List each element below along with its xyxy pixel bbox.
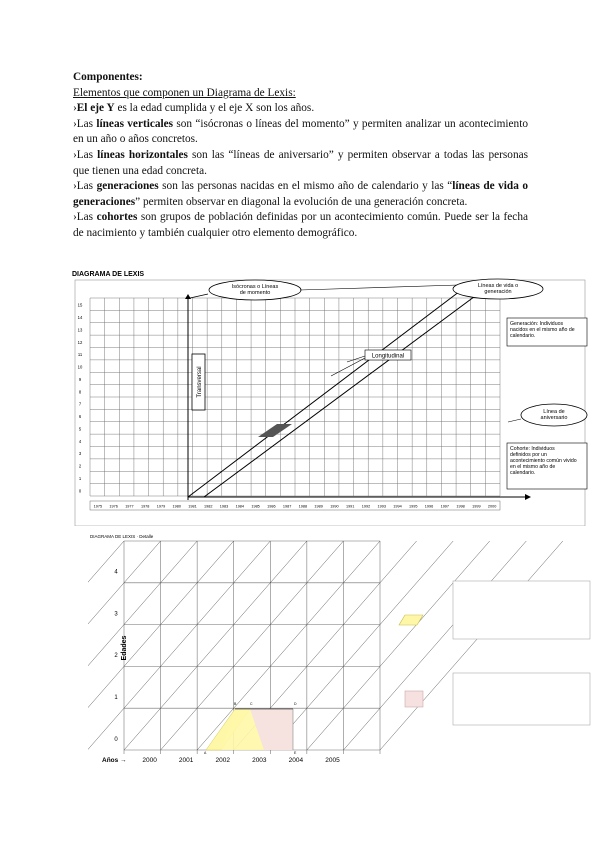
lexis-diagram-figure [70, 268, 592, 526]
x-tick-label: 1994 [393, 504, 402, 509]
callout-aniversario-text: Línea de aniversario [540, 409, 568, 421]
y-tick-label: 8 [78, 389, 82, 395]
x-tick-label: 1975 [93, 504, 103, 509]
x-tick-label: 1990 [330, 504, 339, 509]
y-tick-label: 5 [78, 426, 82, 432]
legend-pink-swatch [405, 691, 423, 707]
y-tick-label: 1 [114, 695, 118, 702]
x-tick-label: 1979 [156, 504, 166, 509]
x-tick-label: 1987 [282, 504, 292, 509]
callout-lineas-vida-text: Líneas de vida o generación [477, 283, 519, 295]
note-generacion: Generación: Individuos nacidos en el mismo año de calendario. [510, 321, 575, 339]
x-tick-label: 1978 [140, 504, 150, 509]
note-abdc-box [453, 581, 590, 639]
item-cohortes: ›Las cohortes son grupos de población definidas por un acontecimiento común. Puede ser la fecha de nacimiento y también cualquier otro elemento demográfico. [73, 211, 528, 239]
x-tick-label: 2001 [178, 757, 194, 764]
y-tick-label: 14 [77, 315, 83, 321]
legend-yellow-swatch [399, 615, 423, 625]
y-tick-label: 1 [78, 475, 82, 481]
y-tick-label: 12 [77, 339, 83, 345]
x-tick-label: 1984 [235, 504, 245, 509]
callout-isocronas-text: Isócronas o Líneas de momento [231, 284, 279, 296]
y-tick-label: 6 [78, 414, 82, 420]
x-tick-label: 1993 [377, 504, 386, 509]
x-tick-label: 1999 [472, 504, 481, 509]
point-label: E [294, 751, 297, 755]
y-tick-label: 0 [78, 488, 82, 494]
x-tick-label: 1977 [125, 504, 134, 509]
point-label: C [250, 702, 253, 706]
x-tick-label: 1996 [424, 504, 434, 509]
y-tick-label: 15 [77, 302, 83, 308]
x-tick-label: 2002 [215, 757, 230, 764]
y-tick-label: 0 [114, 736, 118, 743]
y-tick-label: 10 [77, 364, 83, 370]
x-tick-label: 1995 [409, 504, 418, 509]
y-tick-label: 3 [114, 611, 118, 618]
figure1-title: DIAGRAMA DE LEXIS [72, 271, 145, 278]
y-tick-label: 9 [78, 376, 82, 382]
x-tick-label: 2000 [142, 757, 157, 764]
x-tick-label: 2005 [325, 757, 340, 764]
y-tick-label: 3 [78, 451, 82, 457]
text-section [73, 70, 528, 242]
y-tick-label: 2 [78, 463, 82, 469]
item-lineas-verticales: ›Las líneas verticales son “isócronas o líneas del momento” y permiten analizar un acontecimiento en un año o años concretos. [73, 117, 528, 146]
x-axis-label: Años → [102, 757, 127, 764]
lexis-detail-figure [88, 533, 591, 773]
x-tick-label: 1985 [251, 504, 260, 509]
point-label: D [294, 702, 297, 706]
y-axis-label: Edades [121, 635, 128, 661]
x-tick-label: 1997 [440, 504, 450, 509]
x-tick-label: 1989 [314, 504, 323, 509]
x-tick-label: 1986 [267, 504, 276, 509]
note-cohorte: Cohorte: Individuos definidos por un acontecimiento común vivido en el mismo año de calendario. [510, 446, 577, 476]
x-tick-label: 1992 [361, 504, 371, 509]
x-tick-label: 1991 [345, 504, 355, 509]
x-tick-label: 1988 [298, 504, 308, 509]
figure2-title: DIAGRAMA DE LEXIS · Detalle [90, 534, 154, 539]
x-tick-label: 1983 [219, 504, 229, 509]
note-cbde-box [453, 673, 590, 725]
y-tick-label: 4 [78, 438, 82, 444]
x-tick-label: 2000 [487, 504, 497, 509]
y-tick-label: 4 [114, 569, 118, 576]
components-heading: Componentes: [73, 71, 143, 83]
x-tick-label: 1976 [109, 504, 118, 509]
y-tick-label: 2 [114, 653, 118, 660]
x-tick-label: 1982 [204, 504, 213, 509]
point-label: A [204, 751, 207, 755]
label-longitudinal: Longitudinal [371, 353, 405, 360]
figure2-x-ticks [142, 757, 340, 764]
y-tick-label: 7 [78, 401, 82, 407]
point-label: B [234, 702, 237, 706]
x-tick-label: 2004 [288, 757, 304, 764]
y-tick-label: 13 [77, 327, 83, 333]
figure1-x-ticks [90, 501, 500, 510]
x-tick-label: 1981 [188, 504, 197, 509]
item-generaciones: ›Las generaciones son las personas nacidas en el mismo año de calendario y las “líneas de vida o generaciones” permiten observar en diagonal la evolución de una generación concreta. [73, 180, 528, 208]
x-tick-label: 1980 [172, 504, 181, 509]
label-transversal: Transversal [197, 366, 203, 398]
item-lineas-horizontales: ›Las líneas horizontales son las “líneas de aniversario” y permiten observar a todas las personas que tienen una edad concreta. [73, 148, 528, 177]
item-eje-y: ›El eje Y es la edad cumplida y el eje X son los años. [73, 102, 315, 115]
x-tick-label: 1998 [456, 504, 465, 509]
y-tick-label: 11 [77, 352, 83, 358]
subtitle: Elementos que componen un Diagrama de Lexis: [73, 86, 296, 99]
x-tick-label: 2003 [252, 757, 267, 764]
